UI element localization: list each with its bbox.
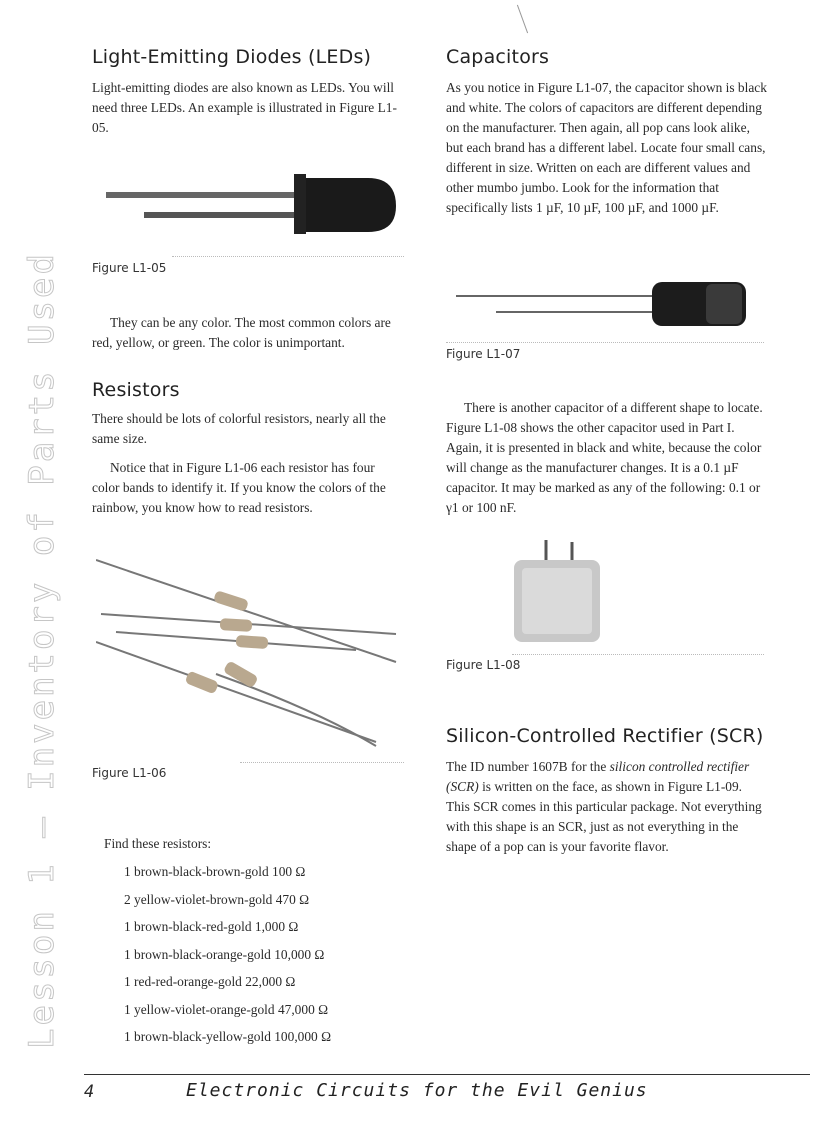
capacitors-paragraph-2: There is another capacitor of a different shape to locate. Figure L1-08 shows the other capacitor used in Part I. Again, it is presented in black and white, because the color will change as the manufacturer changes. It is a 0.1 µF capacitor. It may be marked as any of the following: 0.1 or γ1 or 100 nF. xyxy=(446,400,763,515)
led-lead-long xyxy=(106,192,306,198)
led-rim xyxy=(294,174,306,234)
led-paragraph-2: They can be any color. The most common colors are red, yellow, or green. The color is unimportant. xyxy=(92,315,391,350)
book-title: Electronic Circuits for the Evil Genius xyxy=(186,1080,648,1101)
led-body xyxy=(296,178,396,232)
scr-text-a: The ID number 1607B for the xyxy=(446,759,610,774)
resistor-body xyxy=(213,590,249,612)
resistors-heading: Resistors xyxy=(92,379,180,401)
list-item: 1 brown-black-red-gold 1,000 Ω xyxy=(124,919,299,934)
resistors-figure xyxy=(96,550,406,750)
list-item: 1 brown-black-orange-gold 10,000 Ω xyxy=(124,946,325,962)
resistor-body xyxy=(236,635,269,649)
ceramic-capacitor-figure xyxy=(508,540,608,650)
scr-text-emphasis: silicon controlled rectifier (SCR) xyxy=(446,759,750,794)
page-number: 4 xyxy=(84,1082,95,1102)
scr-text-b: is written on the face, as shown in Figure L1-09. This SCR comes in this particular package. Not everything with this shape is an SCR, just as not everything in the shape of a pop can is your favorite flavor. xyxy=(446,779,762,854)
list-item: 1 brown-black-yellow-gold 100,000 Ω xyxy=(124,1029,332,1044)
footer-rule xyxy=(84,1074,810,1075)
resistor-list xyxy=(104,836,404,1055)
capacitors-heading: Capacitors xyxy=(446,46,550,68)
list-item: 1 brown-black-brown-gold 100 Ω xyxy=(124,864,306,879)
electrolytic-capacitor-figure xyxy=(456,280,756,332)
capacitor-can-shade xyxy=(706,284,742,324)
resistors-paragraph-2: Notice that in Figure L1-06 each resistor has four color bands to identify it. If you know the colors of the rainbow, you know how to read resistors. xyxy=(92,460,386,515)
led-figure xyxy=(106,168,402,234)
scr-heading: Silicon-Controlled Rectifier (SCR) xyxy=(446,725,764,747)
resistors-paragraph-1: There should be lots of colorful resistors, nearly all the same size. xyxy=(92,411,386,446)
resistor-wire xyxy=(96,642,376,742)
led-heading: Light-Emitting Diodes (LEDs) xyxy=(92,46,372,68)
resistor-body xyxy=(185,670,220,694)
figure-rule xyxy=(512,654,764,655)
side-tab-text: Lesson 1 — Inventory of Parts Used xyxy=(22,251,63,1049)
figure-rule xyxy=(172,256,404,257)
resistor-wire xyxy=(216,674,376,746)
resistor-body xyxy=(223,660,259,688)
capacitor-face xyxy=(522,568,592,634)
figure-l1-08-caption: Figure L1-08 xyxy=(446,658,521,672)
figure-l1-06-caption: Figure L1-06 xyxy=(92,766,167,780)
figure-l1-07-caption: Figure L1-07 xyxy=(446,347,521,361)
resistor-wire xyxy=(116,632,356,650)
led-paragraph: Light-emitting diodes are also known as LEDs. You will need three LEDs. An example is illustrated in Figure L1-05. xyxy=(92,80,397,135)
scr-paragraph xyxy=(446,757,768,857)
figure-l1-05-caption: Figure L1-05 xyxy=(92,261,167,275)
figure-rule xyxy=(240,762,404,763)
led-lead-short xyxy=(144,212,309,218)
resistor-body xyxy=(220,618,253,632)
figure-rule xyxy=(446,342,764,343)
list-item: 2 yellow-violet-brown-gold 470 Ω xyxy=(124,891,310,907)
list-item: 1 red-red-orange-gold 22,000 Ω xyxy=(124,974,296,989)
side-tab xyxy=(22,250,62,1050)
resistor-list-lead: Find these resistors: xyxy=(104,836,212,851)
list-item: 1 yellow-violet-orange-gold 47,000 Ω xyxy=(124,1001,329,1017)
capacitors-paragraph-1: As you notice in Figure L1-07, the capacitor shown is black and white. The colors of capacitors are different depending on the manufacturer. Then again, all pop cans look alike, but each brand has a different label. Locate four small cans, different in size. Written on each are different values and other mumbo jumbo. Look for the information that specifically lists 1 µF, 10 µF, 100 µF, and 1000 µF. xyxy=(446,80,767,215)
stray-mark xyxy=(517,5,528,34)
